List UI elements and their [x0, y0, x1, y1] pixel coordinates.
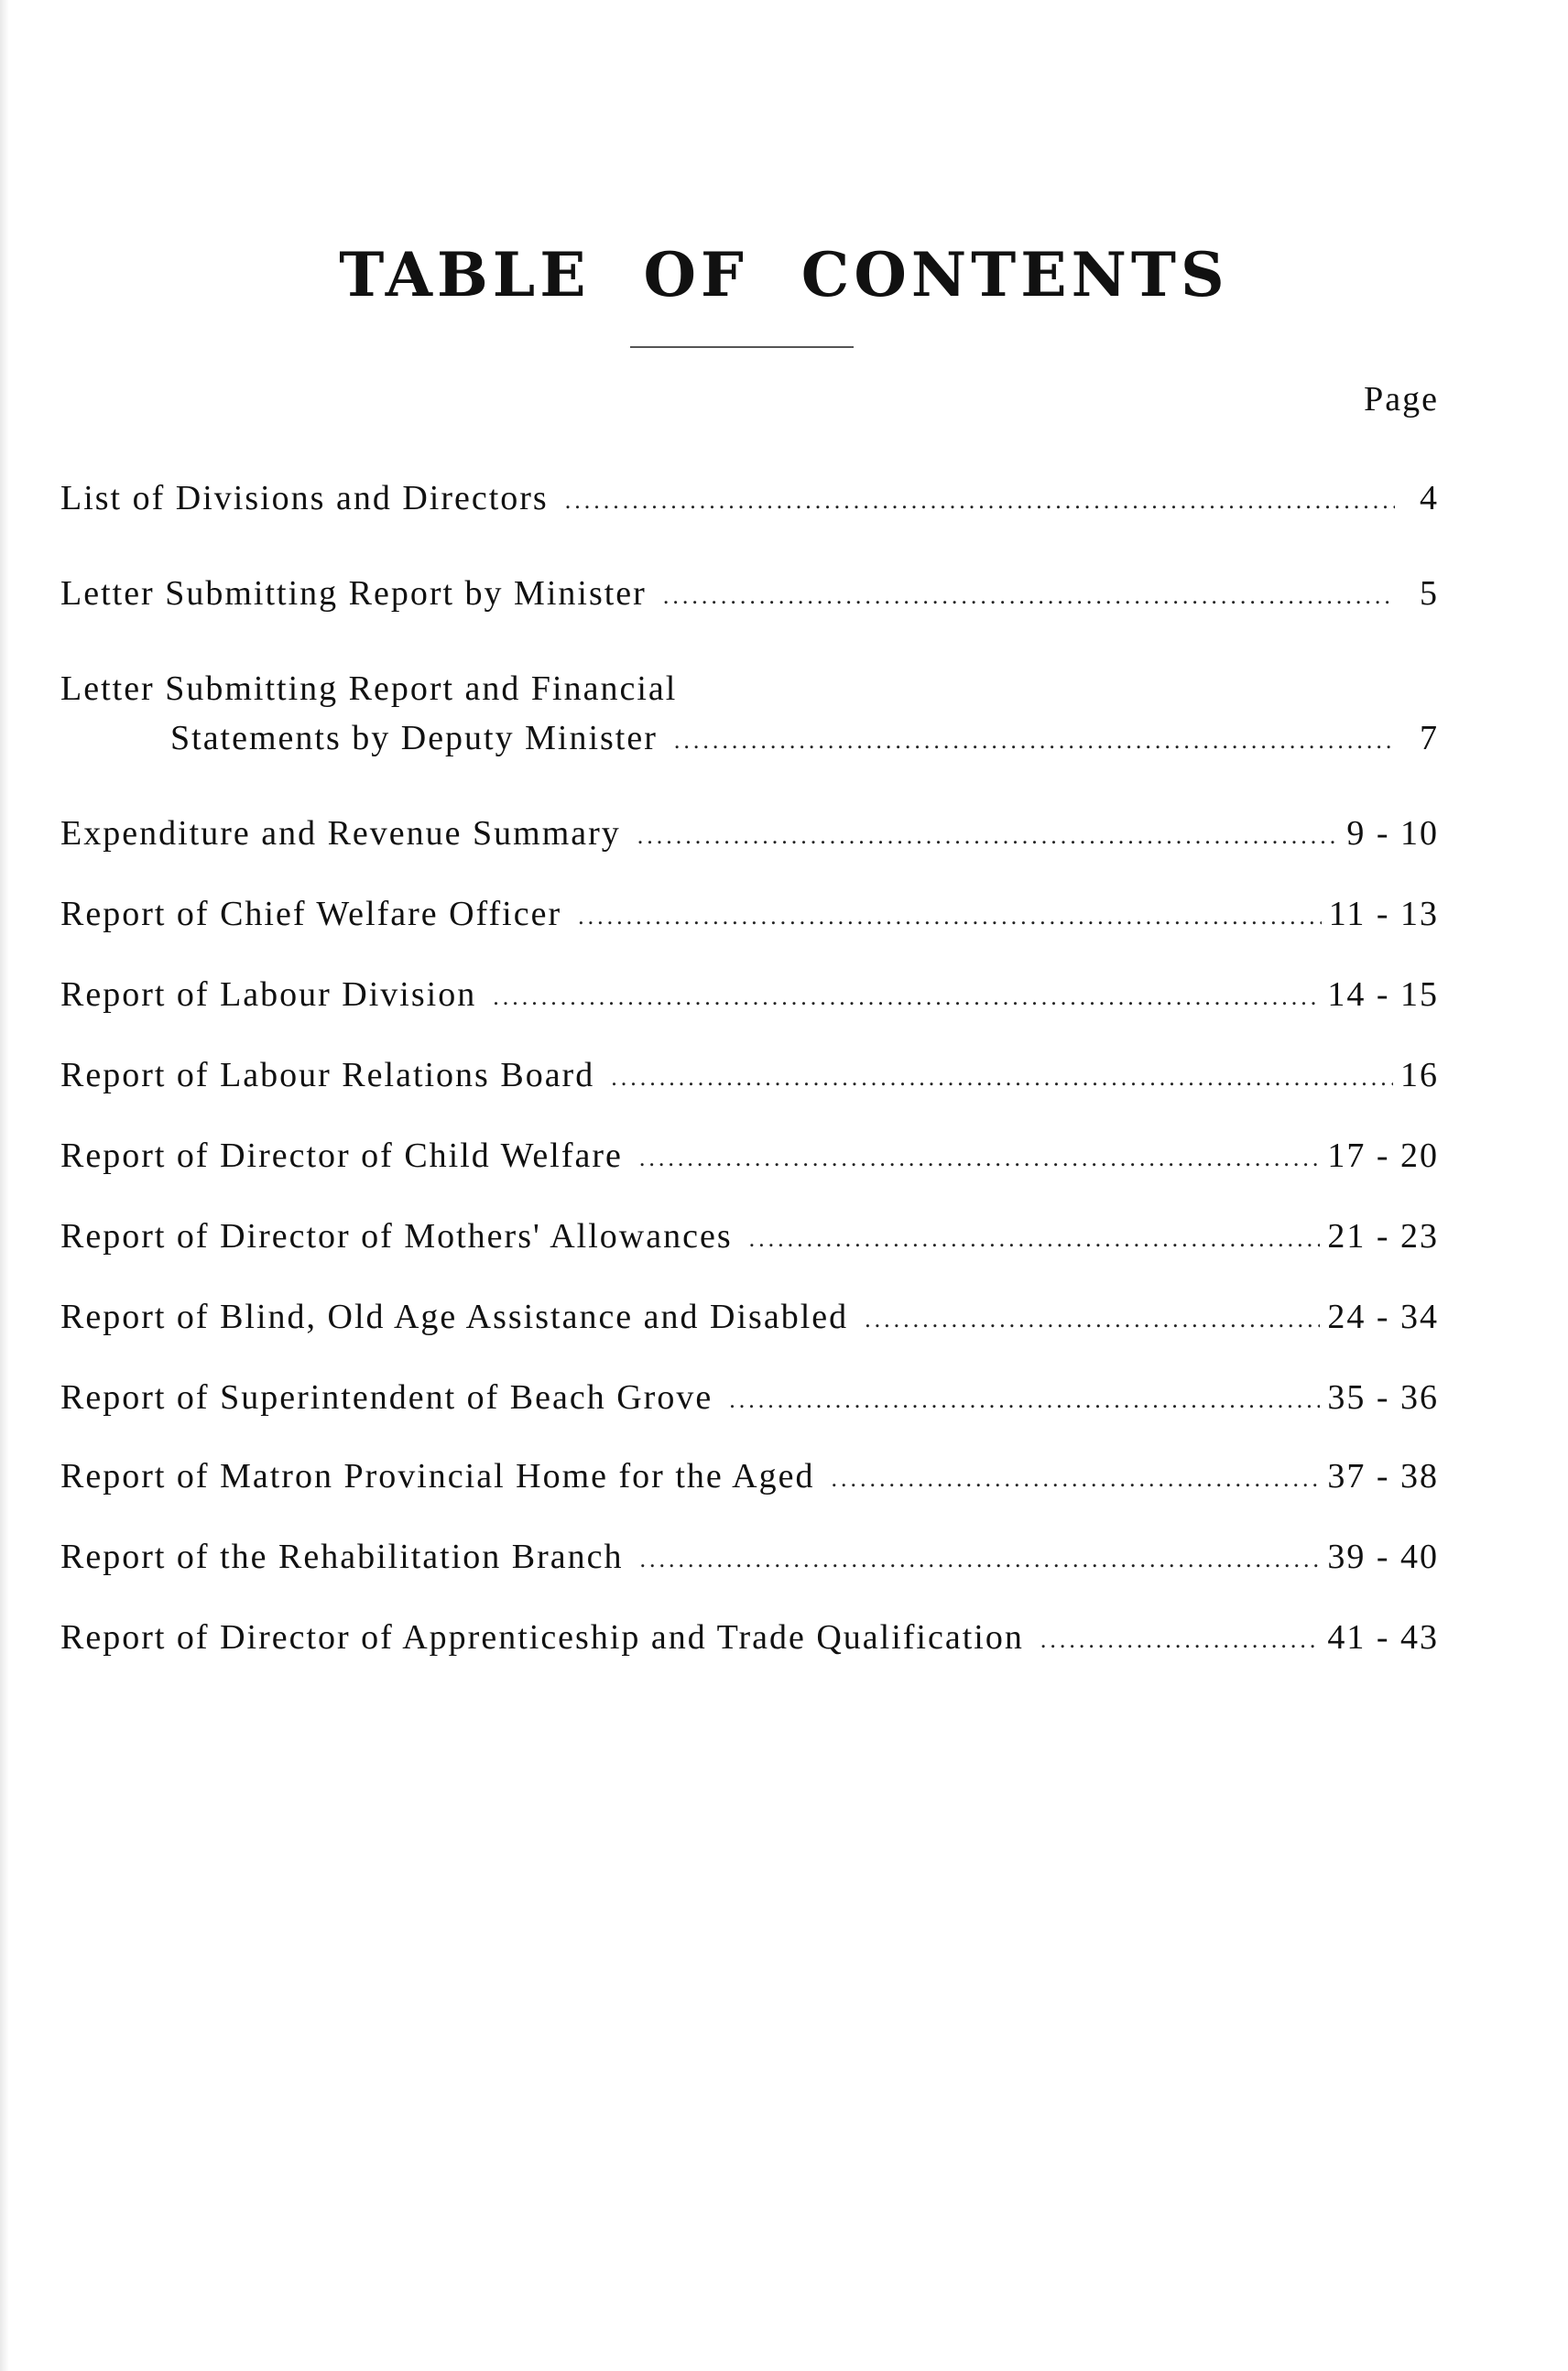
dot-leader [1040, 1626, 1321, 1659]
toc-entry-label: Report of Labour Relations Board [60, 1056, 595, 1094]
toc-entry-page: 4 [1420, 479, 1439, 517]
toc-entry [60, 1051, 1439, 1097]
dot-leader [749, 1225, 1321, 1258]
toc-entry-label: Report of Director of Apprenticeship and Trade Qualification [60, 1618, 1024, 1657]
toc-entry-page: 37 - 38 [1327, 1457, 1439, 1495]
toc-entry [60, 810, 1439, 855]
dot-leader [663, 582, 1395, 615]
dot-leader [565, 487, 1395, 520]
toc-entry-label: Report of Matron Provincial Home for the Aged [60, 1457, 815, 1495]
toc-entry-page: 14 - 15 [1327, 975, 1439, 1014]
toc-entry-label: Report of Superintendent of Beach Grove [60, 1378, 713, 1417]
dot-leader [578, 903, 1322, 936]
toc-entry-label: Report of Chief Welfare Officer [60, 895, 562, 933]
toc-entry-label: Report of Director of Child Welfare [60, 1137, 623, 1175]
toc-entry [60, 890, 1439, 936]
dot-leader [831, 1465, 1320, 1498]
toc-entry-label: Letter Submitting Report by Minister [60, 574, 647, 613]
title-divider [630, 346, 854, 348]
page-edge-shadow [0, 0, 9, 2371]
toc-entry-page: 39 - 40 [1327, 1538, 1439, 1576]
toc-entry [60, 474, 1439, 520]
dot-leader [611, 1064, 1393, 1097]
toc-entry [60, 971, 1439, 1017]
toc-entry-page: 5 [1420, 574, 1439, 613]
dot-leader [640, 1546, 1321, 1579]
toc-entry-page: 11 - 13 [1328, 895, 1439, 933]
toc-entry-label: List of Divisions and Directors [60, 479, 549, 517]
toc-entry-page: 41 - 43 [1327, 1618, 1439, 1657]
toc-entry [60, 1452, 1439, 1498]
dot-leader [729, 1387, 1320, 1419]
page-column-header: Page [1364, 380, 1439, 419]
toc-entry [60, 1132, 1439, 1178]
dot-leader [637, 822, 1340, 855]
toc-entry [60, 1293, 1439, 1339]
toc-entry-label: Expenditure and Revenue Summary [60, 814, 621, 853]
toc-entry [60, 1213, 1439, 1258]
toc-entry-label-line1: Letter Submitting Report and Financial [60, 669, 678, 708]
dot-leader [493, 984, 1320, 1017]
dot-leader [865, 1306, 1320, 1339]
toc-entry-label: Report of the Rehabilitation Branch [60, 1538, 624, 1576]
toc-entry-page: 24 - 34 [1327, 1298, 1439, 1336]
toc-entry-label: Report of Director of Mothers' Allowances [60, 1217, 733, 1256]
toc-entry-label-line2: Statements by Deputy Minister [170, 719, 658, 757]
toc-entry [60, 1374, 1439, 1419]
dot-leader [674, 727, 1395, 760]
toc-entry-page: 7 [1420, 719, 1439, 757]
toc-entry-page: 35 - 36 [1327, 1378, 1439, 1417]
toc-entry [60, 1614, 1439, 1659]
toc-entry-page: 17 - 20 [1327, 1137, 1439, 1175]
toc-entry-page: 21 - 23 [1327, 1217, 1439, 1256]
toc-entry-page: 9 - 10 [1346, 814, 1439, 853]
toc-entry [60, 570, 1439, 615]
toc-entry [60, 1533, 1439, 1579]
toc-entry-label: Report of Labour Division [60, 975, 477, 1014]
page-title: TABLE OF CONTENTS [339, 239, 1229, 311]
toc-entry-page: 16 [1400, 1056, 1439, 1094]
toc-entry-label: Report of Blind, Old Age Assistance and Disabled [60, 1298, 849, 1336]
toc-entry [170, 714, 1439, 760]
dot-leader [639, 1145, 1320, 1178]
